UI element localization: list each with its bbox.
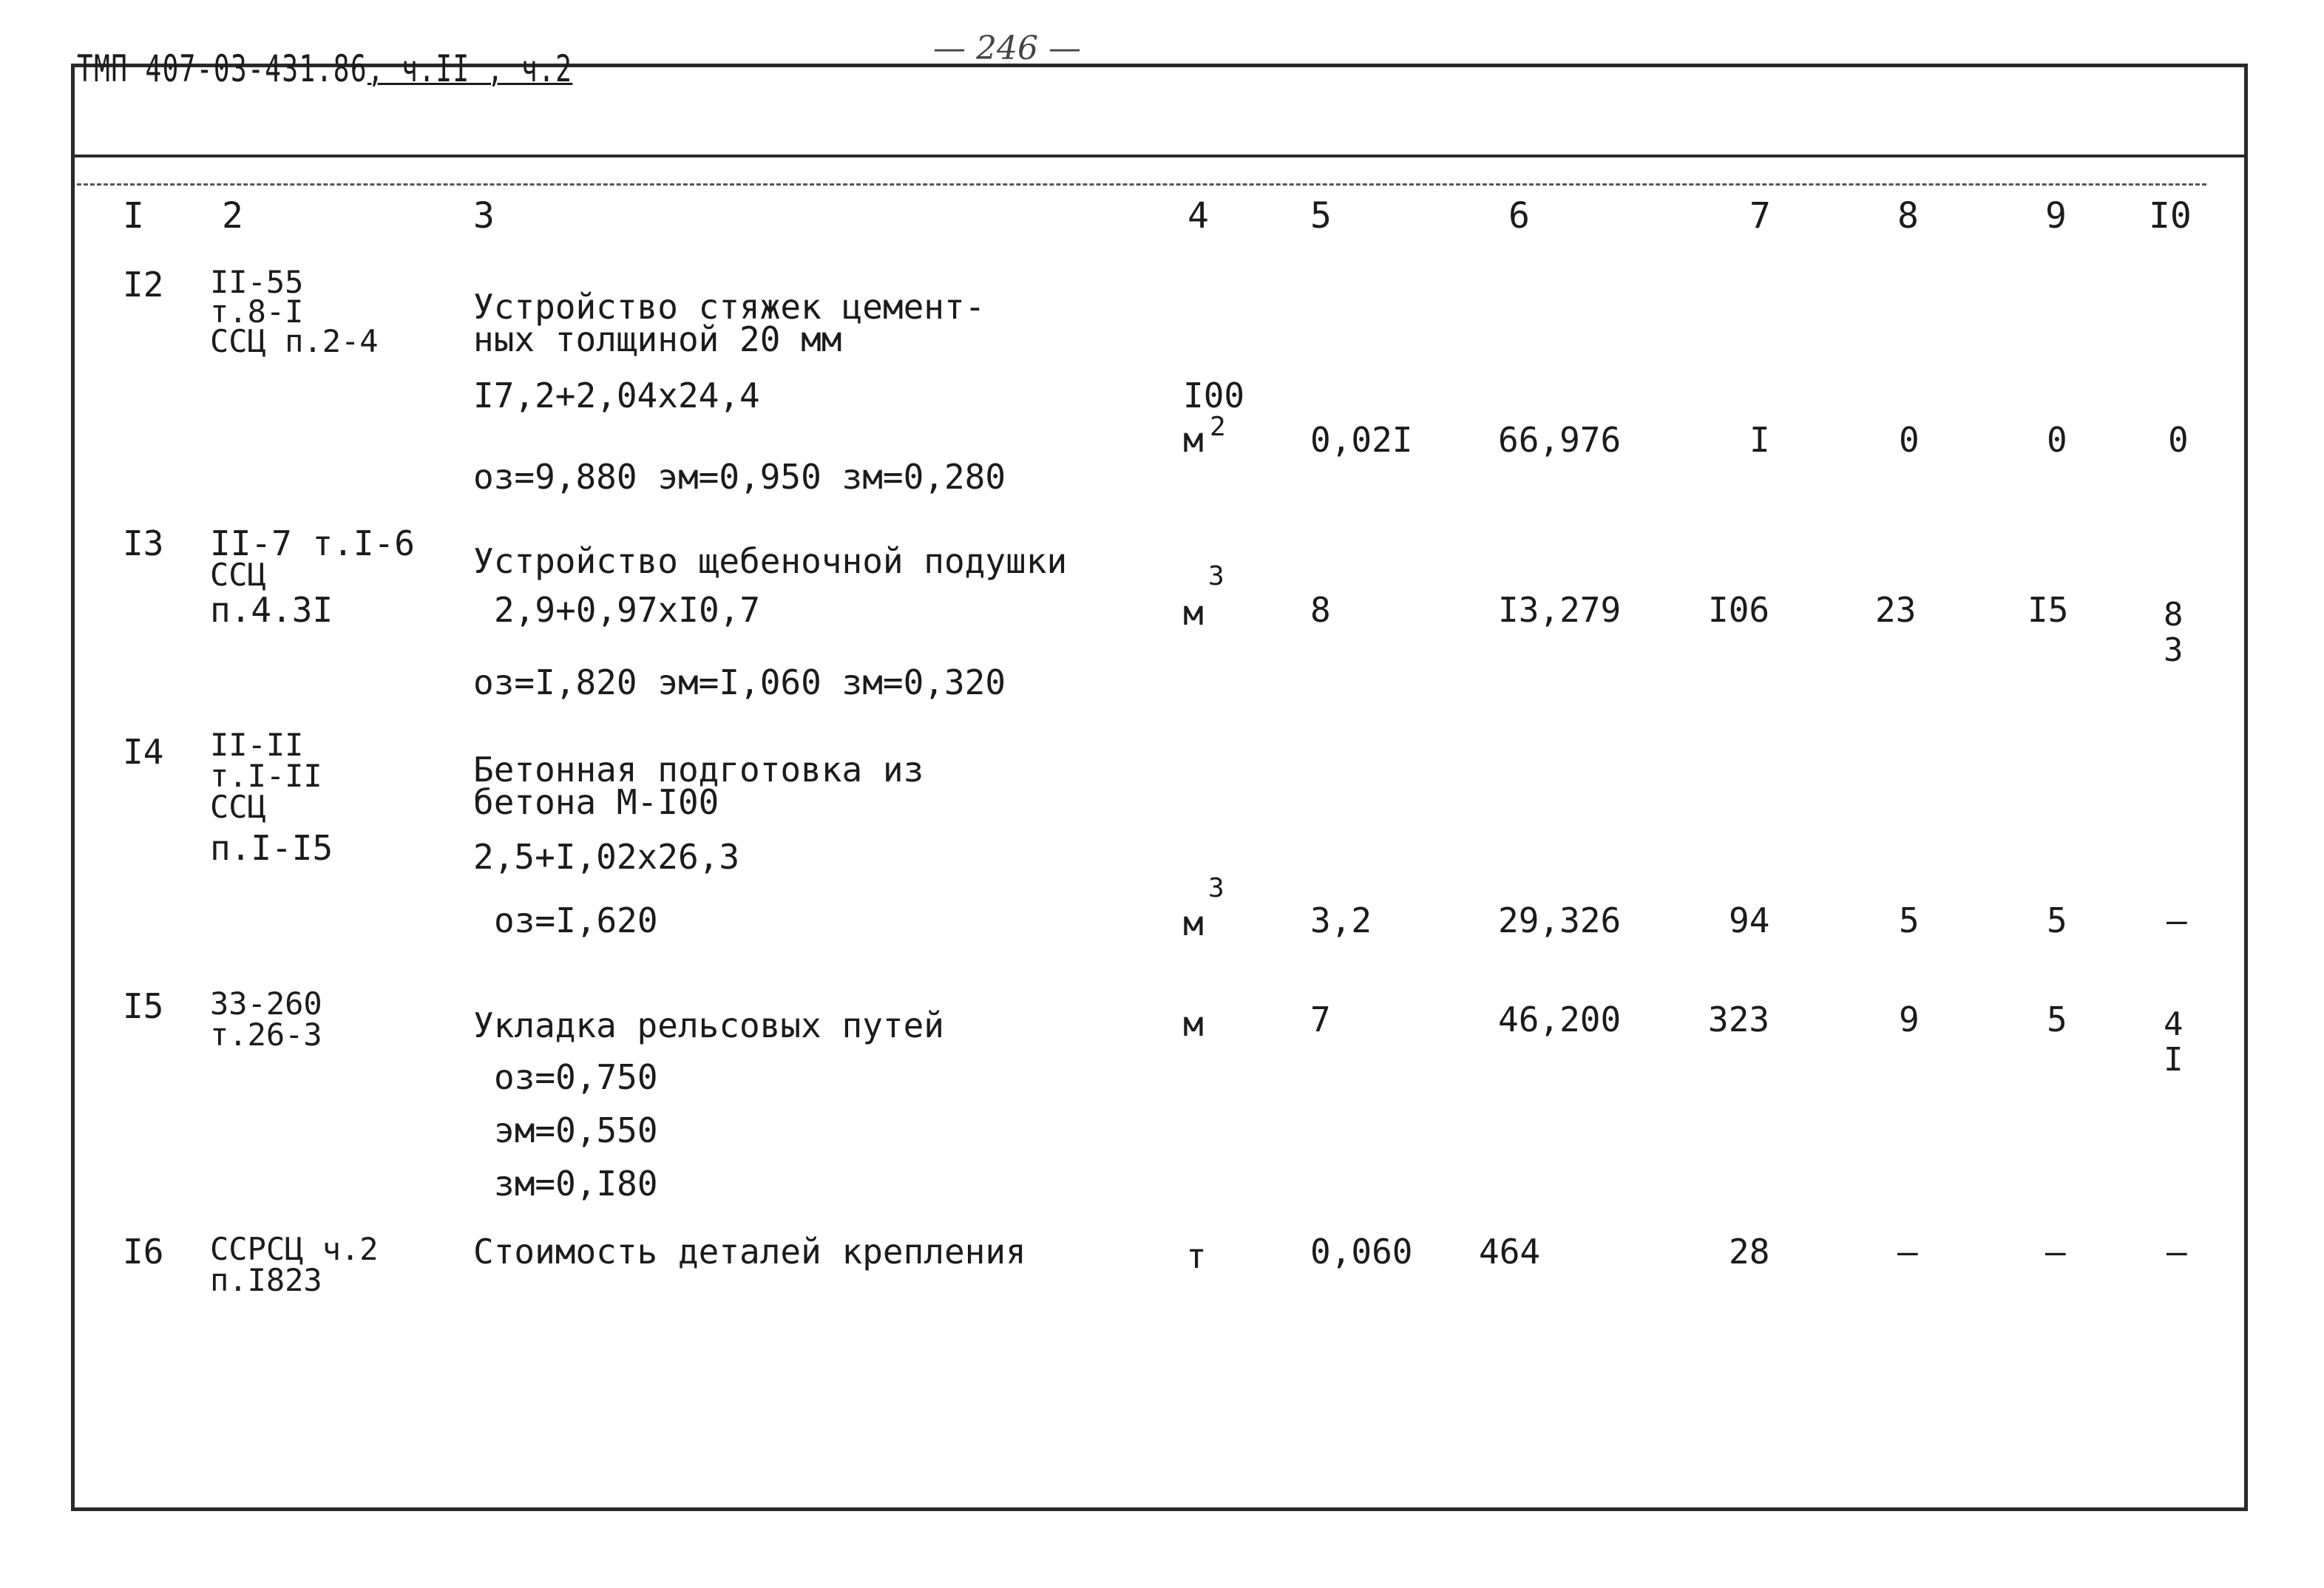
document-code bbox=[77, 47, 572, 90]
column-7-value: 28 bbox=[1729, 1232, 1770, 1272]
unit-price: I3,279 bbox=[1498, 590, 1622, 630]
unit: м bbox=[1183, 593, 1204, 633]
unit: т bbox=[1186, 1236, 1207, 1276]
quantity: 8 bbox=[1310, 590, 1331, 630]
column-header-5: 5 bbox=[1310, 195, 1332, 237]
unit-price: 66,976 bbox=[1498, 420, 1622, 460]
quantity: 0,02I bbox=[1310, 420, 1413, 460]
header-dashed-rule bbox=[77, 183, 2206, 186]
unit-superscript: 2 bbox=[1210, 412, 1226, 442]
unit-superscript: 3 bbox=[1208, 561, 1224, 591]
unit: м bbox=[1183, 1004, 1204, 1044]
column-header-3: 3 bbox=[473, 195, 495, 237]
description-line: ных толщиной 20 мм bbox=[473, 319, 842, 359]
reference-line: т.26-3 bbox=[210, 1017, 322, 1053]
formula: 2,5+I,02x26,3 bbox=[473, 837, 740, 877]
document-frame bbox=[71, 64, 2248, 1511]
reference-line: п.I-I5 bbox=[210, 828, 333, 868]
unit: м bbox=[1183, 420, 1204, 460]
reference-line: II-7 т.I-6 bbox=[210, 523, 415, 563]
reference-line: п.4.3I bbox=[210, 590, 333, 630]
reference-line: т.8-I bbox=[210, 293, 304, 330]
header-rule bbox=[75, 155, 2244, 157]
column-9-value: I5 bbox=[2027, 590, 2069, 630]
row-number: I3 bbox=[123, 523, 164, 563]
description-line: Устройство стяжек цемент- bbox=[473, 287, 986, 327]
reference-line: ССЦ bbox=[210, 789, 266, 825]
column-9-value: 5 bbox=[2047, 1000, 2067, 1039]
reference-line: т.I-II bbox=[210, 758, 322, 794]
column-7-value: 94 bbox=[1729, 900, 1770, 940]
column-8-value: 0 bbox=[1899, 420, 1920, 460]
reference-line: II-II bbox=[210, 727, 304, 763]
coefficient: зм=0,I80 bbox=[494, 1164, 658, 1204]
reference-line: ССРСЦ ч.2 bbox=[210, 1231, 379, 1267]
column-7-value: I06 bbox=[1708, 590, 1770, 630]
coefficients: оз=I,820 эм=I,060 зм=0,320 bbox=[473, 662, 1006, 702]
quantity: 7 bbox=[1310, 1000, 1331, 1039]
column-header-9: 9 bbox=[2045, 195, 2067, 237]
document-code-suffix: , ч.II , ч.2 bbox=[367, 47, 573, 90]
description-line: Стоимость деталей крепления bbox=[473, 1232, 1026, 1272]
column-7-value: 323 bbox=[1708, 1000, 1770, 1039]
formula: 2,9+0,97xI0,7 bbox=[494, 590, 761, 630]
column-10-value: 8 3 bbox=[2164, 596, 2184, 669]
column-10-value: 4 I bbox=[2164, 1005, 2184, 1079]
row-number: I4 bbox=[123, 732, 164, 772]
document-code-prefix: ТМП 407-03-431.86 bbox=[77, 47, 367, 90]
coefficient: эм=0,550 bbox=[494, 1110, 658, 1150]
unit-price: 46,200 bbox=[1498, 1000, 1622, 1039]
column-8-value: 9 bbox=[1899, 1000, 1920, 1039]
row-number: I2 bbox=[123, 265, 164, 305]
page-number: — 246 — bbox=[933, 30, 1081, 67]
coefficients: оз=9,880 эм=0,950 зм=0,280 bbox=[473, 457, 1006, 497]
row-number: I6 bbox=[123, 1232, 164, 1272]
reference-line: ССЦ bbox=[210, 557, 266, 593]
column-header-7: 7 bbox=[1749, 195, 1771, 237]
coefficients: оз=I,620 bbox=[494, 900, 658, 940]
column-header-8: 8 bbox=[1897, 195, 1919, 237]
column-7-value: I bbox=[1749, 420, 1770, 460]
description-line: Бетонная подготовка из bbox=[473, 750, 924, 790]
unit: м bbox=[1183, 903, 1204, 943]
column-10-value: – bbox=[2167, 900, 2187, 940]
column-header-2: 2 bbox=[222, 195, 243, 237]
formula: I7,2+2,04x24,4 bbox=[473, 376, 760, 415]
description-line: бетона М-I00 bbox=[473, 782, 719, 822]
column-10-value: 0 bbox=[2168, 420, 2189, 460]
column-10-value: – bbox=[2167, 1232, 2187, 1272]
coefficient: оз=0,750 bbox=[494, 1057, 658, 1097]
column-9-value: – bbox=[2045, 1232, 2066, 1272]
description-line: Укладка рельсовых путей bbox=[473, 1005, 944, 1045]
reference-line: п.I823 bbox=[210, 1262, 322, 1298]
column-header-1: I bbox=[123, 195, 144, 237]
column-9-value: 5 bbox=[2047, 900, 2067, 940]
column-header-4: 4 bbox=[1188, 195, 1209, 237]
description-line: Устройство щебеночной подушки bbox=[473, 541, 1068, 581]
quantity: 3,2 bbox=[1310, 900, 1372, 940]
column-9-value: 0 bbox=[2047, 420, 2067, 460]
column-8-value: – bbox=[1897, 1232, 1918, 1272]
column-8-value: 5 bbox=[1899, 900, 1920, 940]
unit-price: 464 bbox=[1479, 1232, 1541, 1272]
quantity: 0,060 bbox=[1310, 1232, 1413, 1272]
reference-line: II-55 bbox=[210, 264, 304, 300]
reference-line: 33-260 bbox=[210, 985, 322, 1022]
reference-line: ССЦ п.2-4 bbox=[210, 323, 379, 359]
column-8-value: 23 bbox=[1875, 590, 1917, 630]
row-number: I5 bbox=[123, 986, 164, 1026]
column-header-10: I0 bbox=[2149, 195, 2192, 237]
unit-price: 29,326 bbox=[1498, 900, 1622, 940]
column-header-6: 6 bbox=[1508, 195, 1530, 237]
unit-superscript: 3 bbox=[1208, 873, 1224, 903]
unit-value: I00 bbox=[1183, 376, 1245, 415]
